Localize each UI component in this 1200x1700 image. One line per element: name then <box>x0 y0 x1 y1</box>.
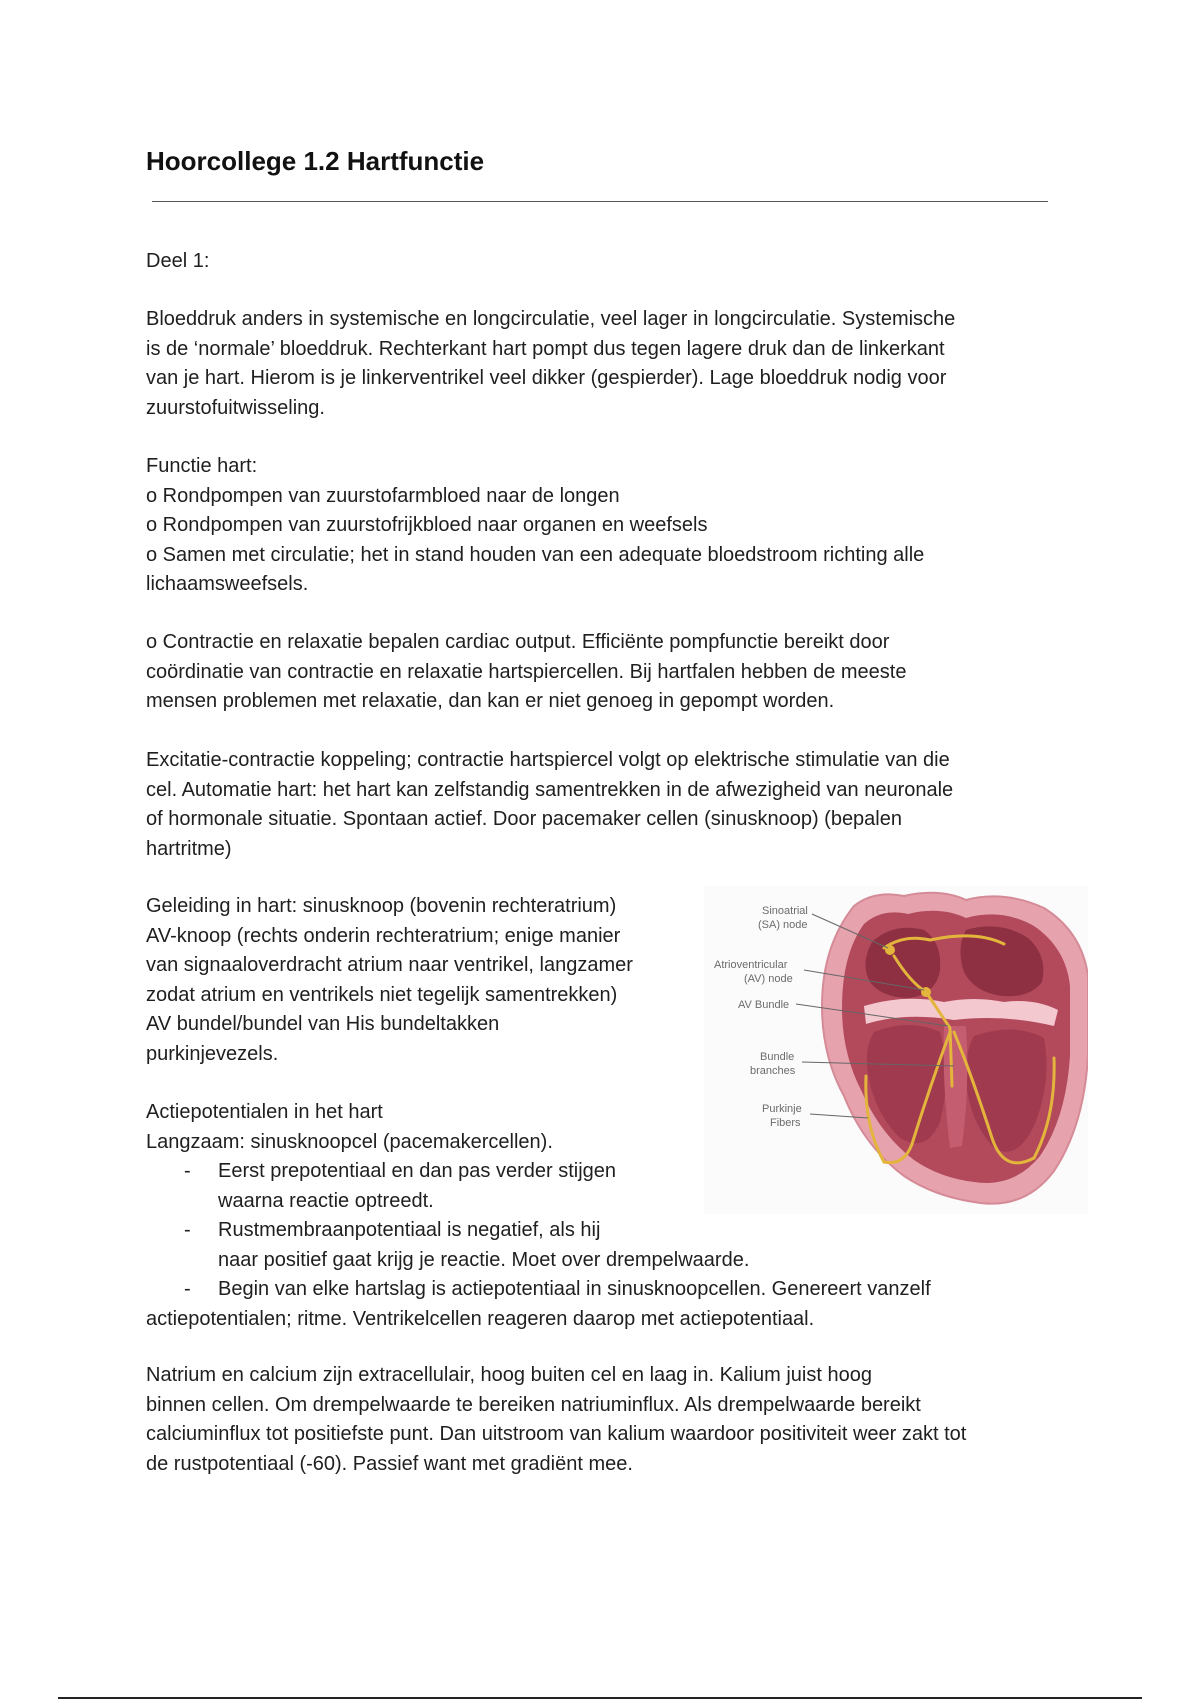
label-sa-node-line1: Sinoatrial <box>762 905 808 917</box>
dash-bullet: - <box>184 1160 191 1182</box>
deel-label: Deel 1: <box>146 250 210 272</box>
list-item: o Rondpompen van zuurstofrijkbloed naar organen en weefsels <box>146 514 708 536</box>
text-line: calciuminflux tot positiefste punt. Dan uitstroom van kalium waardoor positiviteit weer zakt tot <box>146 1423 967 1445</box>
text-line: Functie hart: <box>146 455 258 477</box>
sa-node-marker <box>885 945 895 955</box>
section-heading-deel-1 <box>146 247 1056 277</box>
dash-list-item <box>146 1275 1056 1305</box>
paragraph-contractie <box>146 628 1056 717</box>
document-title: Hoorcollege 1.2 Hartfunctie <box>146 146 485 176</box>
text-line: hartritme) <box>146 837 232 860</box>
text-line: zuurstofuitwisseling. <box>146 396 325 419</box>
text-line: Langzaam: sinusknoopcel (pacemakercellen). <box>146 1130 553 1153</box>
text-line: van signaaloverdracht atrium naar ventrikel, langzamer <box>146 954 633 976</box>
text-line: purkinjevezels. <box>146 1042 279 1065</box>
text-line: de rustpotentiaal (-60). Passief want met gradiënt mee. <box>146 1452 633 1475</box>
dash-bullet: - <box>184 1278 191 1300</box>
label-av-node-line1: Atrioventricular <box>714 959 788 971</box>
text-line: Bloeddruk anders in systemische en longcirculatie, veel lager in longcirculatie. Systemische <box>146 308 956 330</box>
label-purkinje-line2: Fibers <box>770 1117 801 1129</box>
heart-illustration <box>704 886 1088 1214</box>
label-sa-node-line2: (SA) node <box>758 919 808 931</box>
paragraph-natrium-calcium <box>146 1361 1056 1479</box>
text-line: Geleiding in hart: sinusknoop (bovenin rechteratrium) <box>146 895 617 917</box>
paragraph-functie-hart <box>146 452 1056 600</box>
text-line: zodat atrium en ventrikels niet tegelijk samentrekken) <box>146 983 618 1006</box>
label-purkinje-line1: Purkinje <box>762 1103 802 1115</box>
text-line: o Contractie en relaxatie bepalen cardiac output. Efficiënte pompfunctie bereikt door <box>146 631 890 653</box>
text-line: waarna reactie optreedt. <box>218 1189 434 1212</box>
list-item: o Rondpompen van zuurstofarmbloed naar de longen <box>146 484 620 507</box>
paragraph-excitatie <box>146 746 1056 864</box>
text-line: of hormonale situatie. Spontaan actief. Door pacemaker cellen (sinusknoop) (bepalen <box>146 808 902 830</box>
text-line: coördinatie van contractie en relaxatie hartspiercellen. Bij hartfalen hebben de meeste <box>146 660 907 683</box>
av-node-marker <box>921 987 931 997</box>
text-line: Natrium en calcium zijn extracellulair, hoog buiten cel en laag in. Kalium juist hoog <box>146 1364 872 1386</box>
dash-list-item <box>146 1216 1056 1246</box>
text-line: lichaamsweefsels. <box>146 573 309 595</box>
text-line: Excitatie-contractie koppeling; contractie hartspiercel volgt op elektrische stimulatie van die <box>146 749 950 771</box>
subheading: Actiepotentialen in het hart <box>146 1101 383 1123</box>
text-line: AV-knoop (rechts onderin rechteratrium; enige manier <box>146 924 621 947</box>
label-bundle-branches-line1: Bundle <box>760 1051 795 1063</box>
text-line: van je hart. Hierom is je linkerventrikel veel dikker (gespierder). Lage bloeddruk nodig voor <box>146 367 947 389</box>
text-line: mensen problemen met relaxatie, dan kan er niet genoeg in gepompt worden. <box>146 690 835 712</box>
text-line: AV bundel/bundel van His bundeltakken <box>146 1013 500 1035</box>
label-bundle-branches-line2: branches <box>750 1065 796 1077</box>
text-line: Begin van elke hartslag is actiepotentiaal in sinusknoopcellen. Genereert vanzelf <box>218 1278 931 1300</box>
text-line: naar positief gaat krijg je reactie. Moet over drempelwaarde. <box>218 1248 750 1271</box>
heart-conduction-diagram <box>704 886 1088 1214</box>
text-line: Eerst prepotentiaal en dan pas verder stijgen <box>218 1160 617 1182</box>
title-divider <box>152 201 1048 202</box>
page-bottom-rule <box>58 1697 1142 1699</box>
label-av-node-line2: (AV) node <box>744 973 793 985</box>
text-line: actiepotentialen; ritme. Ventrikelcellen reageren daarop met actiepotentiaal. <box>146 1307 815 1330</box>
paragraph-bloeddruk <box>146 305 1056 423</box>
text-line: cel. Automatie hart: het hart kan zelfstandig samentrekken in de afwezigheid van neuronale <box>146 778 954 801</box>
paragraph-geleiding <box>146 892 706 1069</box>
list-item: o Samen met circulatie; het in stand houden van een adequate bloedstroom richting alle <box>146 543 925 566</box>
dash-bullet: - <box>184 1219 191 1241</box>
text-line: is de ‘normale’ bloeddruk. Rechterkant hart pompt dus tegen lagere druk dan de linkerkant <box>146 337 945 360</box>
text-line: binnen cellen. Om drempelwaarde te bereiken natriuminflux. Als drempelwaarde bereikt <box>146 1393 921 1416</box>
text-line: Rustmembraanpotentiaal is negatief, als hij <box>218 1219 601 1241</box>
label-av-bundle: AV Bundle <box>738 999 790 1011</box>
